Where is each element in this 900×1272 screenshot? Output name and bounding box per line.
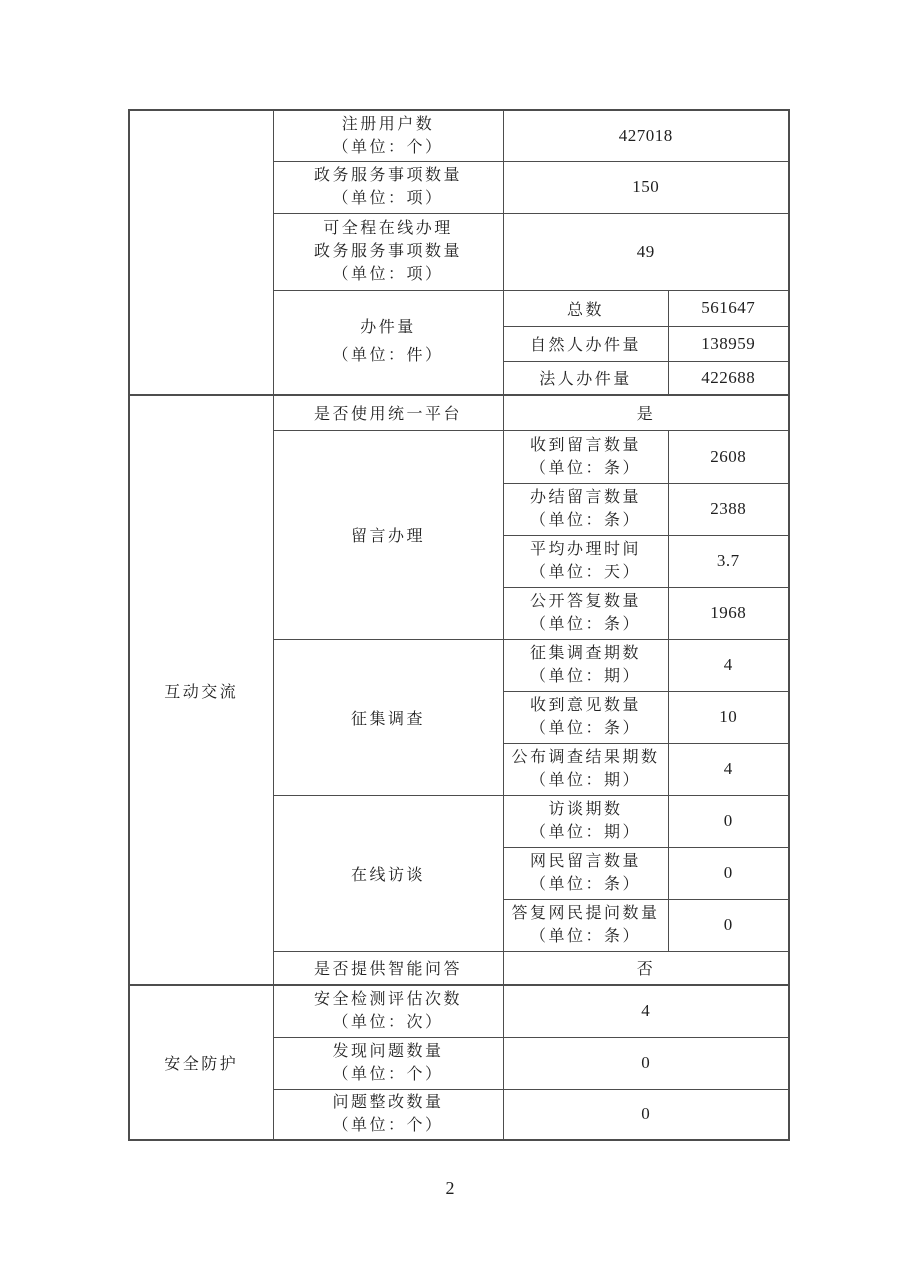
unit-line: （单位：条） xyxy=(529,928,641,945)
unit-line: （单位：期） xyxy=(529,824,641,841)
group-label-interviews: 在线访谈 xyxy=(273,795,503,951)
label-line: 收到留言数量 xyxy=(529,436,641,454)
label-messages-received xyxy=(503,430,668,483)
value-cases-natural: 138959 xyxy=(668,326,789,361)
label-line: 注册用户数 xyxy=(341,115,435,133)
value-cases-total: 561647 xyxy=(668,290,789,326)
value-interviews-replies: 0 xyxy=(668,899,789,951)
unit-line: （单位：条） xyxy=(529,616,641,633)
unit-line: （单位：个） xyxy=(332,1066,444,1083)
label-surveys-opinions xyxy=(503,691,668,743)
label-line: 发现问题数量 xyxy=(332,1043,444,1060)
label-smart-qa: 是否提供智能问答 xyxy=(273,951,503,985)
label-service-items xyxy=(273,161,503,213)
label-messages-public-replies xyxy=(503,587,668,639)
unit-line: （单位：个） xyxy=(332,1117,444,1135)
unit-line: （单位：期） xyxy=(529,772,641,789)
value-surveys-results: 4 xyxy=(668,743,789,795)
label-line: 政务服务事项数量 xyxy=(313,243,462,260)
label-cases-legal: 法人办件量 xyxy=(503,361,668,395)
label-online-items xyxy=(273,213,503,290)
label-problems-found xyxy=(273,1037,503,1089)
value-online-items: 49 xyxy=(503,213,789,290)
label-unified-platform: 是否使用统一平台 xyxy=(273,395,503,430)
label-registered-users xyxy=(273,110,503,161)
category-cell-security: 安全防护 xyxy=(129,985,273,1140)
unit-line: （单位：条） xyxy=(529,720,641,737)
label-cases-total: 总数 xyxy=(503,290,668,326)
label-line: 可全程在线办理 xyxy=(323,220,453,237)
group-label-messages: 留言办理 xyxy=(273,430,503,639)
unit-line: （单位：件） xyxy=(332,347,444,365)
category-cell-empty xyxy=(129,110,273,395)
label-line: 公开答复数量 xyxy=(529,593,641,610)
unit-line: （单位：条） xyxy=(529,876,641,893)
unit-line: （单位：天） xyxy=(529,564,641,581)
unit-line: （单位：条） xyxy=(529,512,641,529)
gov-website-report-table xyxy=(128,109,790,1141)
label-line: 办件量 xyxy=(360,319,416,337)
value-interviews-netizen-messages: 0 xyxy=(668,847,789,899)
label-problems-fixed xyxy=(273,1089,503,1140)
value-problems-fixed: 0 xyxy=(503,1089,789,1140)
label-line: 答复网民提问数量 xyxy=(511,905,660,922)
value-messages-public-replies: 1968 xyxy=(668,587,789,639)
label-line: 安全检测评估次数 xyxy=(313,991,462,1009)
label-interviews-replies xyxy=(503,899,668,951)
unit-line: （单位：项） xyxy=(332,266,444,283)
label-surveys-results xyxy=(503,743,668,795)
label-line: 政务服务事项数量 xyxy=(313,167,462,184)
value-messages-completed: 2388 xyxy=(668,483,789,535)
unit-line: （单位：期） xyxy=(529,668,641,685)
unit-line: （单位：项） xyxy=(332,190,444,207)
group-label-surveys: 征集调查 xyxy=(273,639,503,795)
label-line: 网民留言数量 xyxy=(529,853,641,870)
label-interviews-netizen-messages xyxy=(503,847,668,899)
value-cases-legal: 422688 xyxy=(668,361,789,395)
label-line: 征集调查期数 xyxy=(529,645,641,662)
value-security-checks: 4 xyxy=(503,985,789,1037)
label-messages-avg-time xyxy=(503,535,668,587)
label-line: 问题整改数量 xyxy=(332,1094,444,1112)
value-unified-platform: 是 xyxy=(503,395,789,430)
value-messages-avg-time: 3.7 xyxy=(668,535,789,587)
label-cases-natural: 自然人办件量 xyxy=(503,326,668,361)
value-interviews-periods: 0 xyxy=(668,795,789,847)
label-line: 访谈期数 xyxy=(548,801,623,818)
category-cell-interaction: 互动交流 xyxy=(129,395,273,985)
value-surveys-opinions: 10 xyxy=(668,691,789,743)
label-line: 平均办理时间 xyxy=(529,541,641,558)
unit-line: （单位：次） xyxy=(332,1014,444,1032)
label-line: 公布调查结果期数 xyxy=(511,749,660,766)
value-registered-users: 427018 xyxy=(503,110,789,161)
value-problems-found: 0 xyxy=(503,1037,789,1089)
label-messages-completed xyxy=(503,483,668,535)
unit-line: （单位：条） xyxy=(529,459,641,477)
label-security-checks xyxy=(273,985,503,1037)
value-messages-received: 2608 xyxy=(668,430,789,483)
unit-line: （单位：个） xyxy=(332,138,444,156)
value-surveys-periods: 4 xyxy=(668,639,789,691)
value-smart-qa: 否 xyxy=(503,951,789,985)
page-number: 2 xyxy=(445,1178,455,1198)
label-surveys-periods xyxy=(503,639,668,691)
label-line: 收到意见数量 xyxy=(529,697,641,714)
value-service-items: 150 xyxy=(503,161,789,213)
group-label-cases xyxy=(273,290,503,395)
label-line: 办结留言数量 xyxy=(529,489,641,506)
label-interviews-periods xyxy=(503,795,668,847)
